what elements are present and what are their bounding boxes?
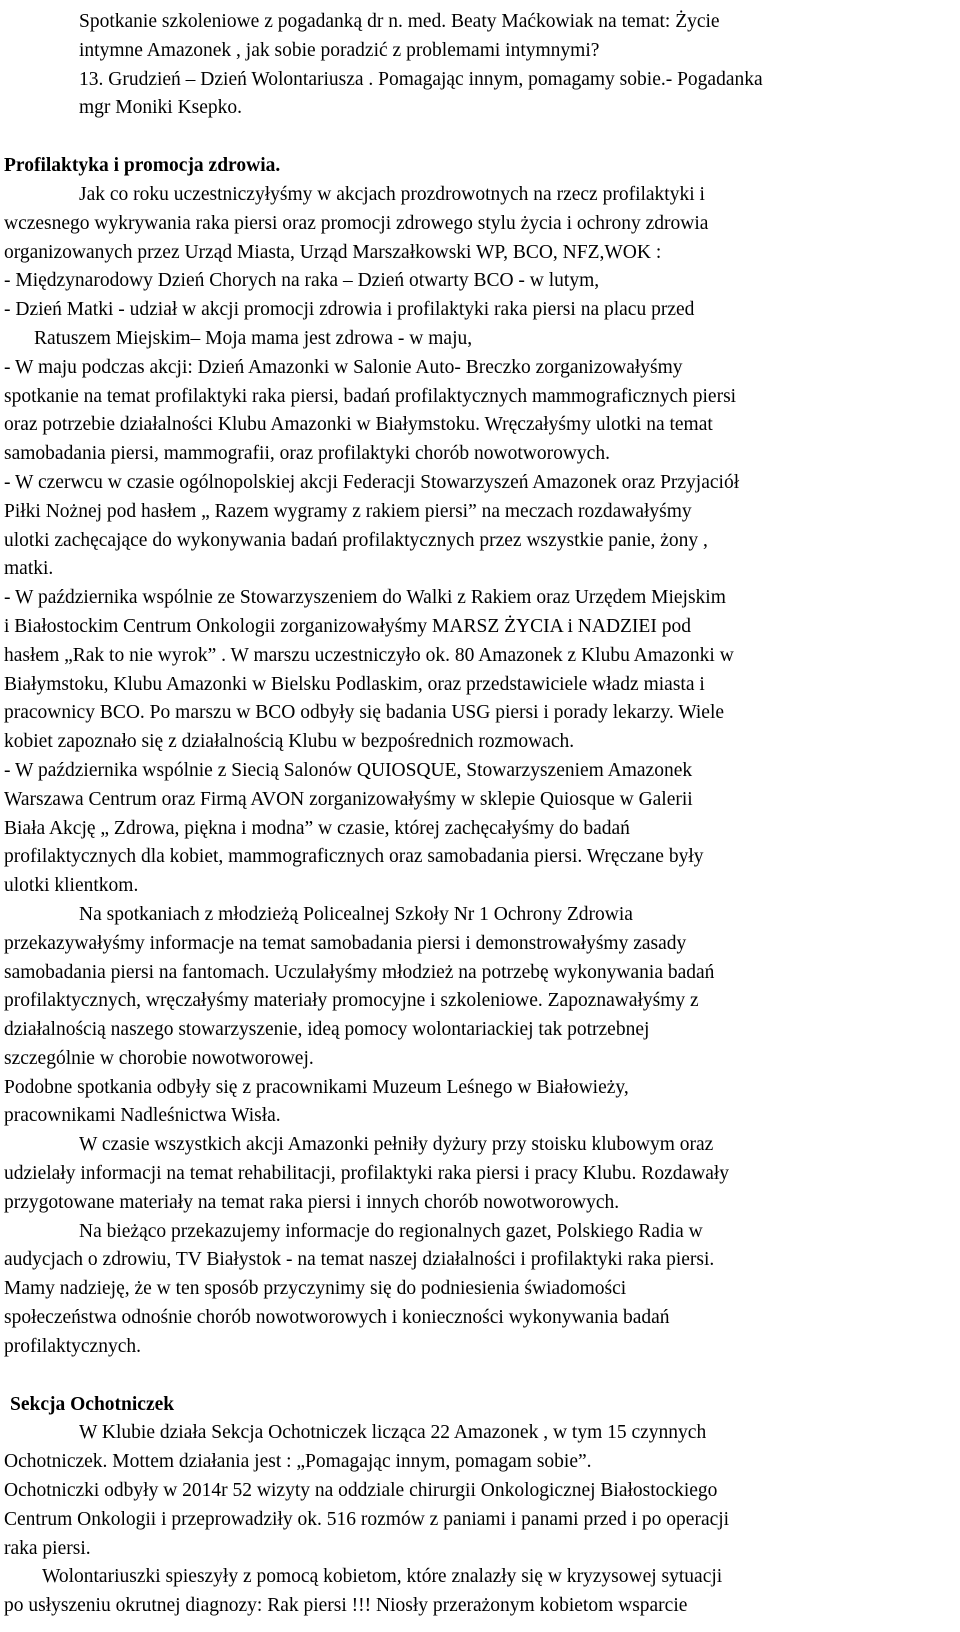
text-line: - Dzień Matki - udział w akcji promocji zdrowia i profilaktyki raka piersi na placu przed <box>4 299 695 321</box>
text-line: samobadania piersi, mammografii, oraz profilaktyki chorób nowotworowych. <box>4 443 610 465</box>
text-line: po usłyszeniu okrutnej diagnozy: Rak piersi !!! Niosły przerażonym kobietom wsparcie <box>4 1595 688 1617</box>
text-line: samobadania piersi na fantomach. Uczulałyśmy młodzież na potrzebę wykonywania badań <box>4 961 715 983</box>
text-line: Na spotkaniach z młodzieżą Policealnej Szkoły Nr 1 Ochrony Zdrowia <box>79 903 633 925</box>
text-line: W czasie wszystkich akcji Amazonki pełniły dyżury przy stoisku klubowym oraz <box>79 1134 714 1156</box>
text-line: oraz potrzebie działalności Klubu Amazonki w Białymstoku. Wręczałyśmy ulotki na temat <box>4 414 713 436</box>
text-line: działalnością naszego stowarzyszenie, ideą pomocy wolontariackiej tak potrzebnej <box>4 1019 650 1041</box>
text-line: Mamy nadzieję, że w ten sposób przyczynimy się do podniesienia świadomości <box>4 1278 627 1300</box>
text-line: ulotki klientkom. <box>4 875 139 897</box>
text-line: Podobne spotkania odbyły się z pracownikami Muzeum Leśnego w Białowieży, <box>4 1076 629 1098</box>
text-line: 13. Grudzień – Dzień Wolontariusza . Pomagając innym, pomagamy sobie.- Pogadanka <box>79 68 763 90</box>
text-line: - W października wspólnie z Siecią Salonów QUIOSQUE, Stowarzyszeniem Amazonek <box>4 759 693 781</box>
text-line: społeczeństwa odnośnie chorób nowotworowych i konieczności wykonywania badań <box>4 1307 670 1329</box>
text-line: organizowanych przez Urząd Miasta, Urząd Marszałkowski WP, BCO, NFZ,WOK : <box>4 241 662 263</box>
text-line: pracownicy BCO. Po marszu w BCO odbyły się badania USG piersi i porady lekarzy. Wiele <box>4 702 725 724</box>
text-line: profilaktycznych. <box>4 1335 141 1357</box>
text-line: Ochotniczki odbyły w 2014r 52 wizyty na oddziale chirurgii Onkologicznej Białostockiego <box>4 1480 718 1502</box>
text-line: profilaktycznych, wręczałyśmy materiały promocyjne i szkoleniowe. Zapoznawałyśmy z <box>4 990 699 1012</box>
section-body-ochotniczki <box>4 1419 956 1621</box>
text-line: Piłki Nożnej pod hasłem „ Razem wygramy z rakiem piersi” na meczach rozdawałyśmy <box>4 500 692 522</box>
text-line: - Międzynarodowy Dzień Chorych na raka – Dzień otwarty BCO - w lutym, <box>4 270 600 292</box>
text-line: kobiet zapoznało się z działalnością Klubu w bezpośrednich rozmowach. <box>4 731 575 753</box>
text-line: matki. <box>4 558 54 580</box>
text-line: Wolontariuszki spieszyły z pomocą kobietom, które znalazły się w kryzysowej sytuacji <box>42 1566 723 1588</box>
text-line: Na bieżąco przekazujemy informacje do regionalnych gazet, Polskiego Radia w <box>79 1220 703 1242</box>
text-line: - W maju podczas akcji: Dzień Amazonki w Salonie Auto- Breczko zorganizowałyśmy <box>4 356 683 378</box>
text-line: szczególnie w chorobie nowotworowej. <box>4 1047 314 1069</box>
text-line: i Białostockim Centrum Onkologii zorganizowałyśmy MARSZ ŻYCIA i NADZIEI pod <box>4 615 691 637</box>
text-line: pracownikami Nadleśnictwa Wisła. <box>4 1105 281 1127</box>
text-line: - W czerwcu w czasie ogólnopolskiej akcji Federacji Stowarzyszeń Amazonek oraz Przyjaciół <box>4 471 740 493</box>
text-line: ulotki zachęcające do wykonywania badań profilaktycznych przez wszystkie panie, żony , <box>4 529 708 551</box>
text-line: audycjach o zdrowiu, TV Białystok - na temat naszej działalności i profilaktyki raka piersi. <box>4 1249 715 1271</box>
section-heading-profilaktyka: Profilaktyka i promocja zdrowia. <box>4 155 281 177</box>
text-line: Warszawa Centrum oraz Firmą AVON zorganizowałyśmy w sklepie Quiosque w Galerii <box>4 788 693 810</box>
text-line: Ochotniczek. Mottem działania jest : „Pomagając innym, pomagam sobie”. <box>4 1451 592 1473</box>
text-line: intymne Amazonek , jak sobie poradzić z problemami intymnymi? <box>79 39 600 61</box>
text-line: Centrum Onkologii i przeprowadziły ok. 516 rozmów z paniami i panami przed i po operacji <box>4 1508 730 1530</box>
text-line: hasłem „Rak to nie wyrok” . W marszu uczestniczyło ok. 80 Amazonek z Klubu Amazonki w <box>4 644 734 666</box>
spacer <box>4 1362 956 1391</box>
text-line: mgr Moniki Ksepko. <box>79 97 243 119</box>
text-line: profilaktycznych dla kobiet, mammograficznych oraz samobadania piersi. Wręczane były <box>4 846 704 868</box>
section-heading-ochotniczki: Sekcja Ochotniczek <box>10 1393 175 1415</box>
text-line: raka piersi. <box>4 1537 91 1559</box>
text-line: przygotowane materiały na temat raka piersi i innych chorób nowotworowych. <box>4 1191 620 1213</box>
text-line: Ratuszem Miejskim– Moja mama jest zdrowa - w maju, <box>34 327 473 349</box>
text-line: spotkanie na temat profilaktyki raka piersi, badań profilaktycznych mammograficznych piersi <box>4 385 737 407</box>
text-line: wczesnego wykrywania raka piersi oraz promocji zdrowego stylu życia i ochrony zdrowia <box>4 212 709 234</box>
intro-block <box>4 8 956 123</box>
text-line: - W października wspólnie ze Stowarzyszeniem do Walki z Rakiem oraz Urzędem Miejskim <box>4 587 726 609</box>
text-line: W Klubie działa Sekcja Ochotniczek licząca 22 Amazonek , w tym 15 czynnych <box>79 1422 707 1444</box>
section-body-profilaktyka <box>4 181 956 1362</box>
text-line: Jak co roku uczestniczyłyśmy w akcjach prozdrowotnych na rzecz profilaktyki i <box>79 183 705 205</box>
text-line: Biała Akcję „ Zdrowa, piękna i modna” w czasie, której zachęcałyśmy do badań <box>4 817 630 839</box>
text-line: Białymstoku, Klubu Amazonki w Bielsku Podlaskim, oraz przedstawiciele władz miasta i <box>4 673 705 695</box>
text-line: przekazywałyśmy informacje na temat samobadania piersi i demonstrowałyśmy zasady <box>4 932 687 954</box>
text-line: Spotkanie szkoleniowe z pogadanką dr n. med. Beaty Maćkowiak na temat: Życie <box>79 11 720 32</box>
text-line: udzielały informacji na temat rehabilitacji, profilaktyki raka piersi i pracy Klubu. Rozdawały <box>4 1163 730 1185</box>
spacer <box>4 123 956 152</box>
